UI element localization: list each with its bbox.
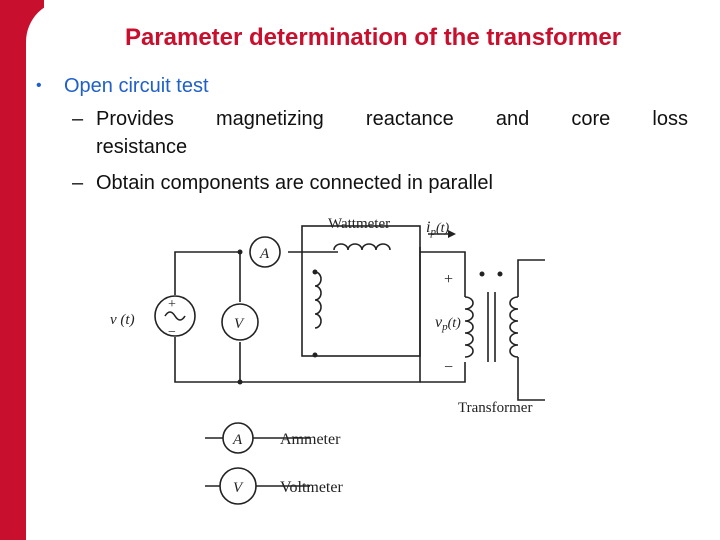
source-plus-label: + xyxy=(168,297,176,312)
wattmeter-voltage-coil xyxy=(315,272,321,328)
wattmeter-label: Wattmeter xyxy=(328,216,391,232)
ac-source-wave xyxy=(165,312,185,320)
primary-minus-label: − xyxy=(444,359,454,376)
legend-voltmeter-letter: V xyxy=(233,480,243,496)
polarity-dot-secondary xyxy=(498,272,503,277)
wire-secondary-open xyxy=(518,260,545,400)
wire-to-primary xyxy=(420,252,465,297)
junction-dot xyxy=(313,270,318,275)
open-circuit-test-diagram xyxy=(110,212,700,522)
word: Provides xyxy=(96,108,174,130)
bullet-text: Open circuit test xyxy=(64,75,209,97)
sub-bullet-1-continuation: resistance xyxy=(96,136,188,158)
transformer-secondary-coil xyxy=(510,297,518,357)
sub-bullet-dash-1: – xyxy=(72,108,84,130)
wire-left-bottom xyxy=(175,247,420,382)
junction-dot xyxy=(313,353,318,358)
sub-bullet-1-line xyxy=(96,106,688,132)
source-minus-label: − xyxy=(168,325,176,340)
sub-bullet-2-text: Obtain components are connected in parallel xyxy=(96,172,493,194)
word: loss xyxy=(652,108,688,130)
junction-dot xyxy=(238,380,243,385)
legend-ammeter-letter: A xyxy=(233,432,243,448)
wire-left-top xyxy=(175,252,240,295)
word: and xyxy=(495,108,530,130)
ammeter-letter: A xyxy=(260,246,270,262)
voltmeter-letter: V xyxy=(234,316,244,332)
bullet-dot-icon: • xyxy=(36,77,42,94)
vp-label: vp(t) xyxy=(435,314,461,333)
word: reactance xyxy=(365,108,454,130)
polarity-dot-primary xyxy=(480,272,485,277)
legend-ammeter-label: Ammeter xyxy=(280,431,341,448)
legend-voltmeter-label: Voltmeter xyxy=(280,479,343,496)
wire-primary-bottom xyxy=(420,362,465,382)
junction-dot xyxy=(238,250,243,255)
source-label: v (t) xyxy=(110,312,135,328)
word: magnetizing xyxy=(215,108,324,130)
transformer-label: Transformer xyxy=(458,400,533,416)
slide-title: Parameter determination of the transformer xyxy=(124,24,622,51)
current-arrow-head xyxy=(448,230,456,238)
sub-bullet-dash-2: – xyxy=(72,172,84,194)
word: core xyxy=(571,108,611,130)
primary-plus-label: + xyxy=(444,271,454,288)
transformer-primary-coil xyxy=(465,297,473,357)
wattmeter-box xyxy=(302,226,420,356)
wattmeter-current-coil xyxy=(334,244,390,250)
ip-label: ip(t) xyxy=(426,219,450,238)
